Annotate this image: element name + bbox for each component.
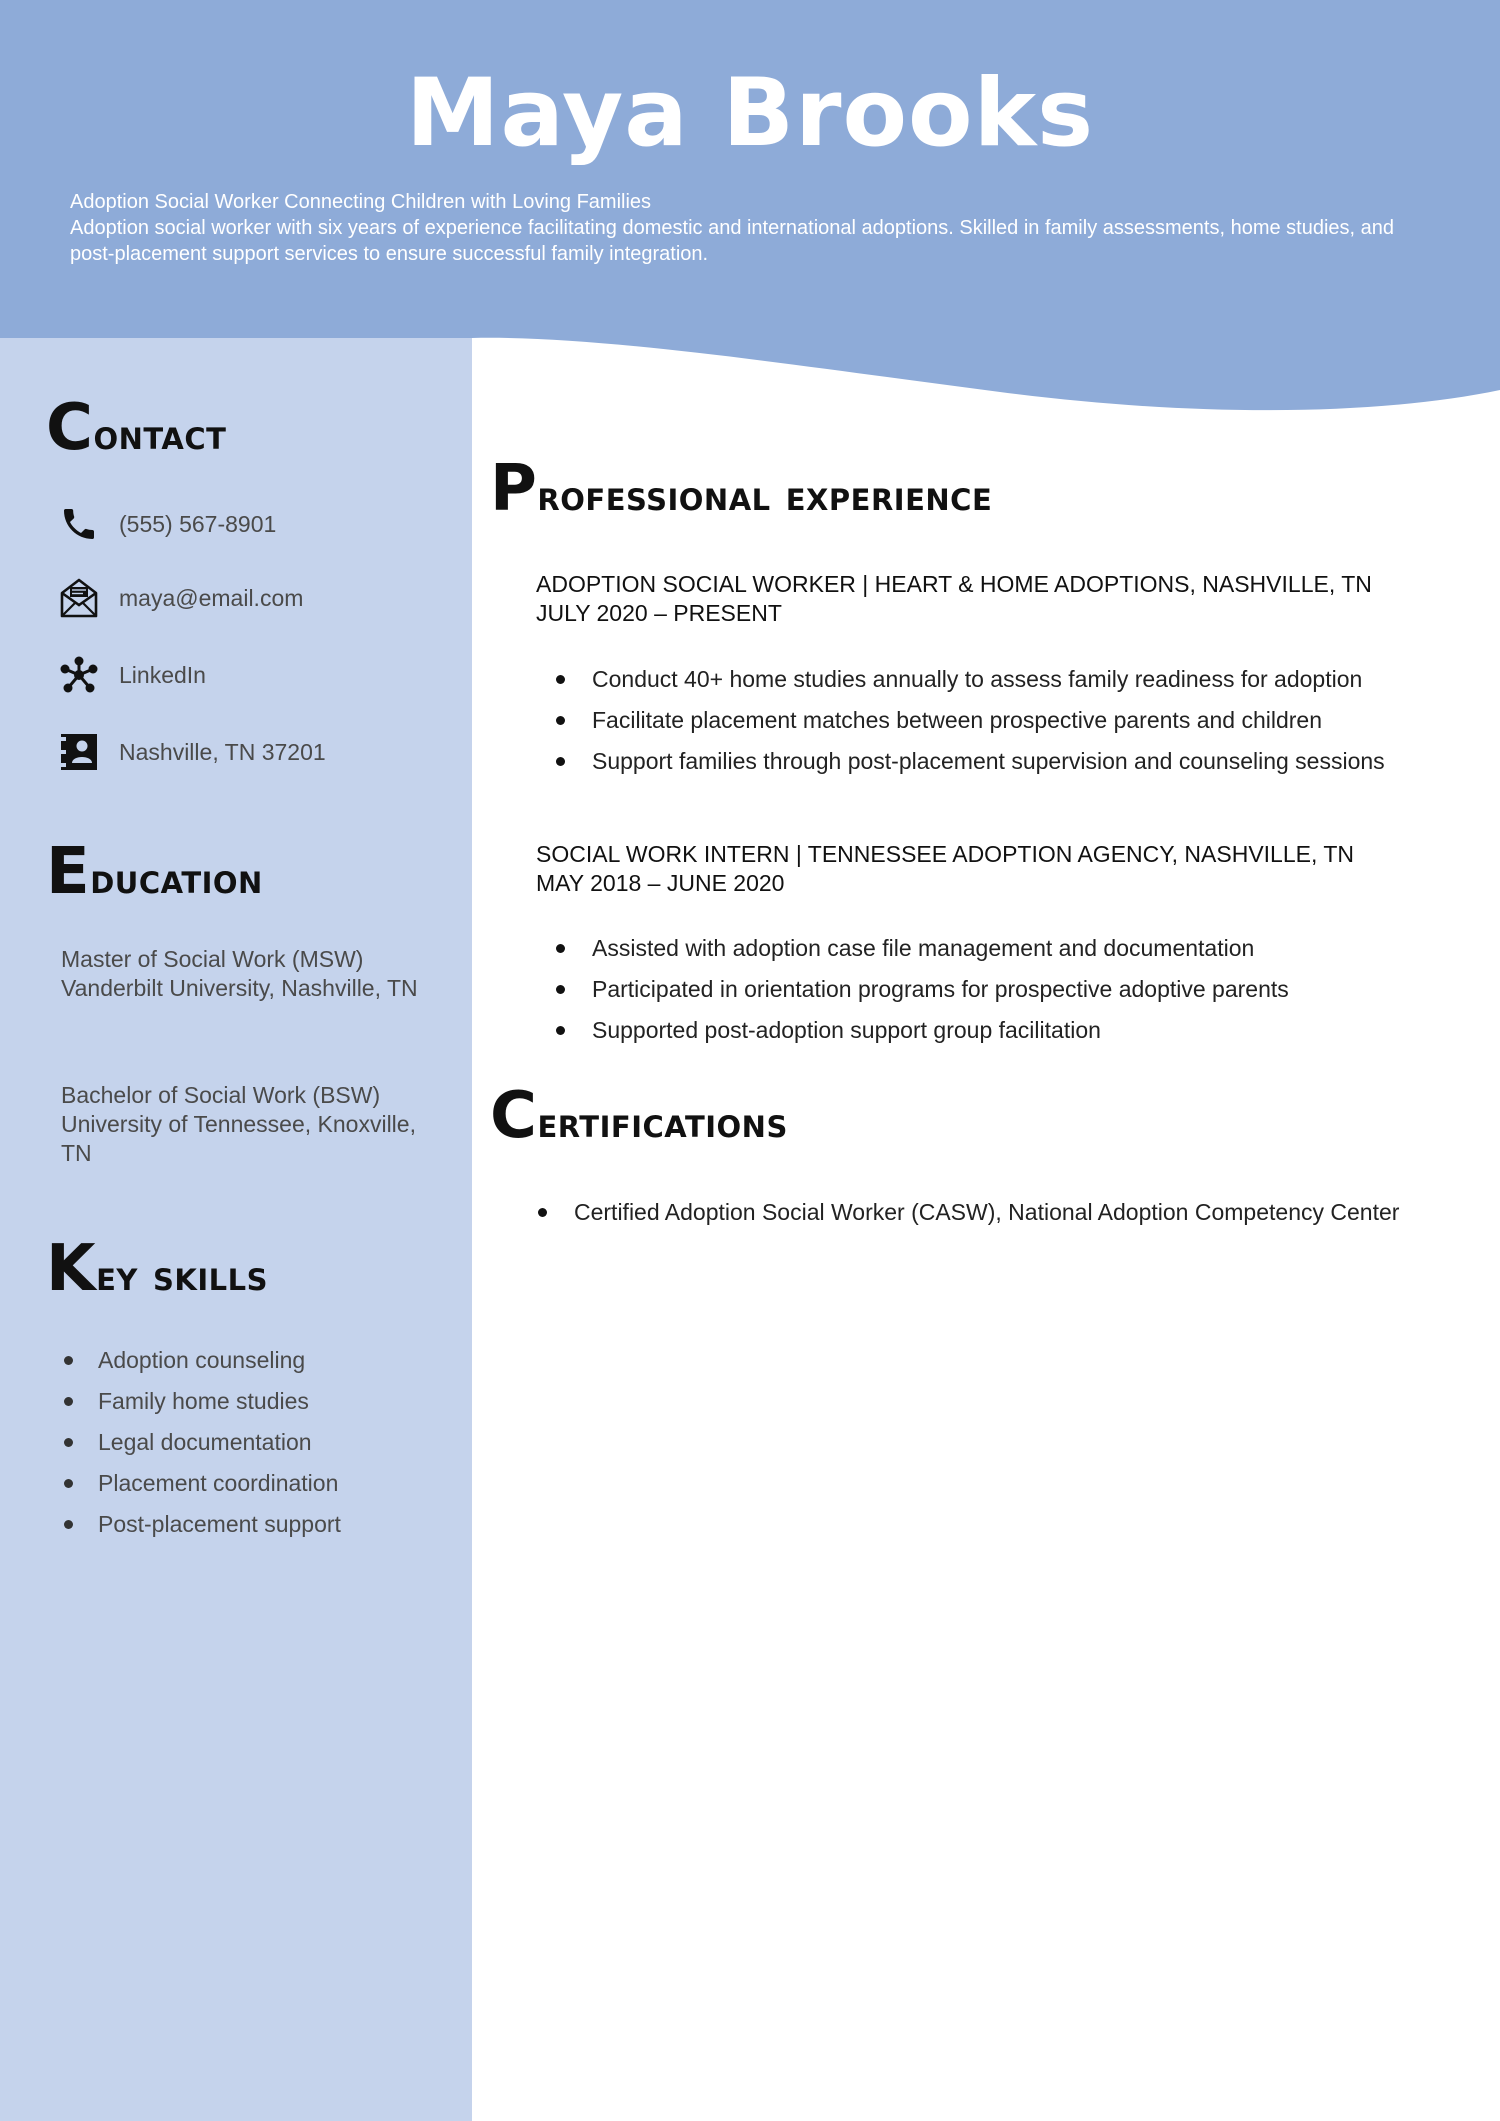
job-bullet: Participated in orientation programs for prospective adoptive parents xyxy=(536,969,1289,1010)
school-name: University of Tennessee, Knoxville, TN xyxy=(61,1111,416,1166)
headline: Adoption Social Worker Connecting Children with Loving Families xyxy=(70,191,652,213)
location-text: Nashville, TN 37201 xyxy=(119,738,326,765)
phone-number: (555) 567-8901 xyxy=(119,510,277,537)
education-heading: Education xyxy=(46,835,263,909)
skill-item: Adoption counseling xyxy=(58,1340,341,1381)
school-name: Vanderbilt University, Nashville, TN xyxy=(61,975,418,1001)
contact-email xyxy=(58,576,303,620)
header-summary-block xyxy=(70,189,1430,267)
skills-list xyxy=(58,1340,341,1545)
job-bullet: Assisted with adoption case file management and documentation xyxy=(536,928,1289,969)
job-dates: MAY 2018 – JUNE 2020 xyxy=(536,870,785,896)
job-bullet: Support families through post-placement supervision and counseling sessions xyxy=(536,741,1385,782)
job-bullet: Facilitate placement matches between prospective parents and children xyxy=(536,700,1385,741)
education-entry xyxy=(61,1081,421,1168)
job-title-company: SOCIAL WORK INTERN | TENNESSEE ADOPTION AGENCY, NASHVILLE, TN xyxy=(536,841,1354,867)
profile-summary: Adoption social worker with six years of experience facilitating domestic and international adoptions. Skilled in family assessments, home studies, and post-placement support services to ensure successful family integration. xyxy=(70,217,1395,265)
degree-name: Bachelor of Social Work (BSW) xyxy=(61,1082,381,1108)
certification-item: Certified Adoption Social Worker (CASW), National Adoption Competency Center xyxy=(518,1192,1399,1233)
contact-heading: Contact xyxy=(46,391,227,465)
experience-heading: Professional experience xyxy=(490,452,993,526)
bullet-icon xyxy=(64,1479,73,1488)
candidate-name: Maya Brooks xyxy=(405,59,1095,168)
bullet-icon xyxy=(538,1208,547,1217)
skill-item: Placement coordination xyxy=(58,1463,341,1504)
address-book-icon xyxy=(58,731,100,773)
certifications-list xyxy=(518,1192,1399,1233)
job-title-company: ADOPTION SOCIAL WORKER | HEART & HOME ADOPTIONS, NASHVILLE, TN xyxy=(536,571,1372,597)
job-dates: JULY 2020 – PRESENT xyxy=(536,600,782,626)
bullet-icon xyxy=(64,1438,73,1447)
bullet-icon xyxy=(556,757,565,766)
skills-heading: Key skills xyxy=(46,1232,269,1306)
skill-item: Family home studies xyxy=(58,1381,341,1422)
job-header xyxy=(536,840,1456,898)
education-entry xyxy=(61,945,421,1003)
bullet-icon xyxy=(64,1397,73,1406)
degree-name: Master of Social Work (MSW) xyxy=(61,946,364,972)
job-bullets xyxy=(536,928,1289,1051)
contact-location xyxy=(58,730,326,774)
bullet-icon xyxy=(556,1026,565,1035)
linkedin-link[interactable]: LinkedIn xyxy=(119,661,206,688)
job-header xyxy=(536,570,1456,628)
phone-icon xyxy=(58,503,100,545)
bullet-icon xyxy=(64,1356,73,1365)
job-bullet: Conduct 40+ home studies annually to assess family readiness for adoption xyxy=(536,659,1385,700)
skill-item: Legal documentation xyxy=(58,1422,341,1463)
contact-linkedin xyxy=(58,653,206,697)
job-bullet: Supported post-adoption support group facilitation xyxy=(536,1010,1289,1051)
bullet-icon xyxy=(556,716,565,725)
bullet-icon xyxy=(556,944,565,953)
email-address: maya@email.com xyxy=(119,584,304,611)
bullet-icon xyxy=(556,675,565,684)
envelope-icon xyxy=(58,577,100,619)
network-icon xyxy=(58,654,100,696)
contact-phone xyxy=(58,502,276,546)
certifications-heading: Certifications xyxy=(490,1079,788,1153)
bullet-icon xyxy=(64,1520,73,1529)
job-bullets xyxy=(536,659,1385,782)
skill-item: Post-placement support xyxy=(58,1504,341,1545)
bullet-icon xyxy=(556,985,565,994)
